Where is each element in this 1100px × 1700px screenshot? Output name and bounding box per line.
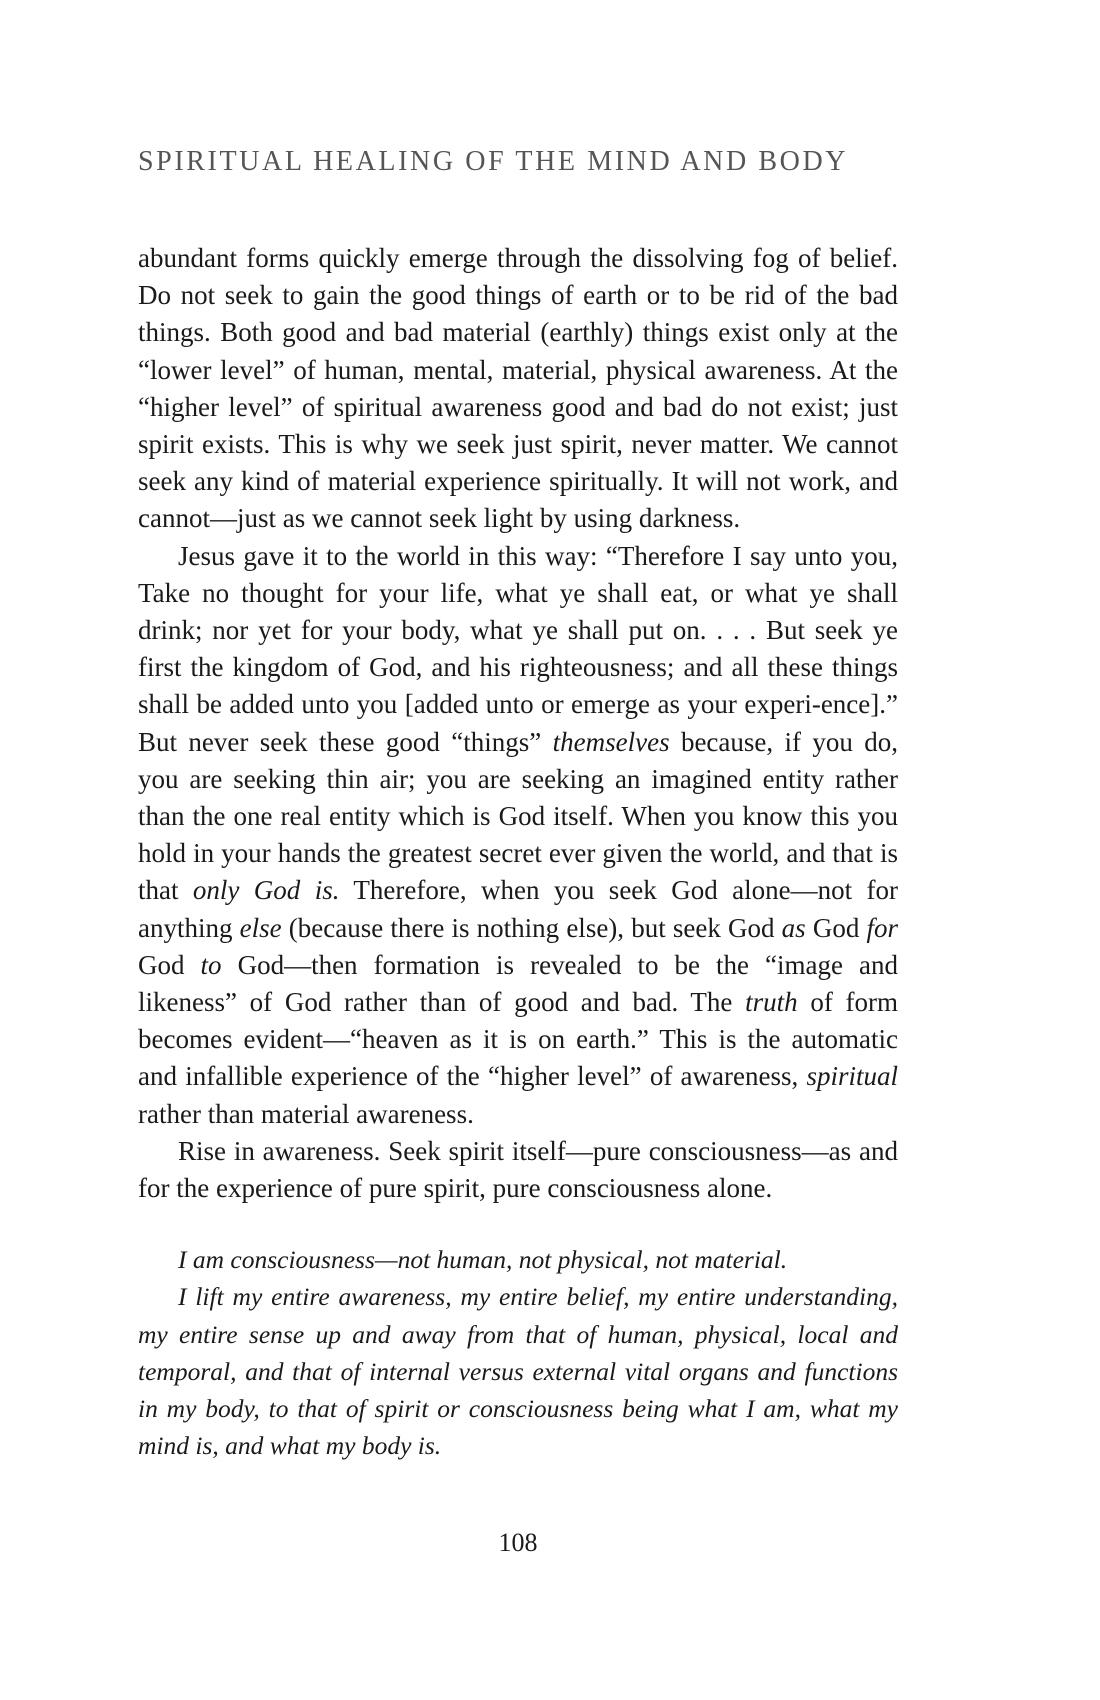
text-run: God—then formation is revealed to be the “image and likeness” of God rather than of good and bad. The	[138, 949, 899, 1018]
italic-run: as	[781, 912, 806, 943]
page-number: 108	[498, 1528, 538, 1557]
text-run: abundant forms quickly emerge through the dissolving fog of belief. Do not seek to gain the good things of earth or to be rid of the bad things. Both good and bad material (earthly) things exist only at the “lower level” of human, mental, material, physical awareness. At the “higher level” of spiritual awareness good and bad do not exist; just spirit exists. This is why we seek just spirit, never matter. We cannot seek any kind of material experience spiritually. It will not work, and cannot—just as we cannot seek light by using darkness.	[138, 243, 898, 534]
text-run: Jesus gave it to the world in this way: “Therefore I say unto you, Take no thought for your life, what ye shall eat, or what ye shall drink; nor yet for your body, what ye shall put on. . . . But seek ye first the kingdom of God, and his righteousness; and all these things shall be added unto you [added unto or emerge as your experi-ence].” But never seek these good “things”	[138, 540, 898, 757]
meditation-block	[138, 1241, 898, 1464]
text-run: God	[805, 912, 867, 943]
italic-run: truth	[745, 987, 798, 1018]
body-text	[138, 240, 898, 1465]
text-run: God	[138, 949, 201, 980]
italic-run: themselves	[552, 726, 670, 757]
text-run: rather than material awareness.	[138, 1098, 474, 1129]
italic-run: only God is.	[192, 875, 340, 906]
book-page	[138, 0, 898, 1700]
meditation-line-2: I lift my entire awareness, my entire belief, my entire understanding, my entire sense up and away from that of human, physical, local and temporal, and that of internal versus external vital organs and functions in my body, to that of spirit or consciousness being what I am, what my mind is, and what my body is.	[138, 1282, 898, 1461]
text-run: Rise in awareness. Seek spirit itself—pure consciousness—as and for the experience of pure spirit, pure consciousness alone.	[138, 1135, 898, 1204]
italic-run: else	[239, 912, 282, 943]
meditation-line-1: I am consciousness—not human, not physical, not material.	[178, 1245, 788, 1275]
paragraph-1	[138, 240, 898, 538]
italic-run: for	[866, 912, 898, 943]
text-run: (because there is nothing else), but seek God	[281, 912, 782, 943]
text-run: because, if you do, you are seeking thin air; you are seeking an imagined entity rather than the one real entity which is God itself. When you know this you hold in your hands the greatest secret ever given the world, and that is that	[138, 726, 898, 906]
paragraph-2	[138, 538, 898, 1133]
italic-run: spiritual	[806, 1061, 898, 1092]
running-head: SPIRITUAL HEALING OF THE MIND AND BODY	[138, 146, 849, 177]
text-run: Therefore, when you seek God alone—not for anything	[138, 875, 898, 943]
italic-run: to	[200, 949, 222, 980]
paragraph-3	[138, 1133, 898, 1207]
text-run: of form becomes evident—“heaven as it is on earth.” This is the automatic and infallible experience of the “higher level” of awareness,	[138, 987, 899, 1092]
